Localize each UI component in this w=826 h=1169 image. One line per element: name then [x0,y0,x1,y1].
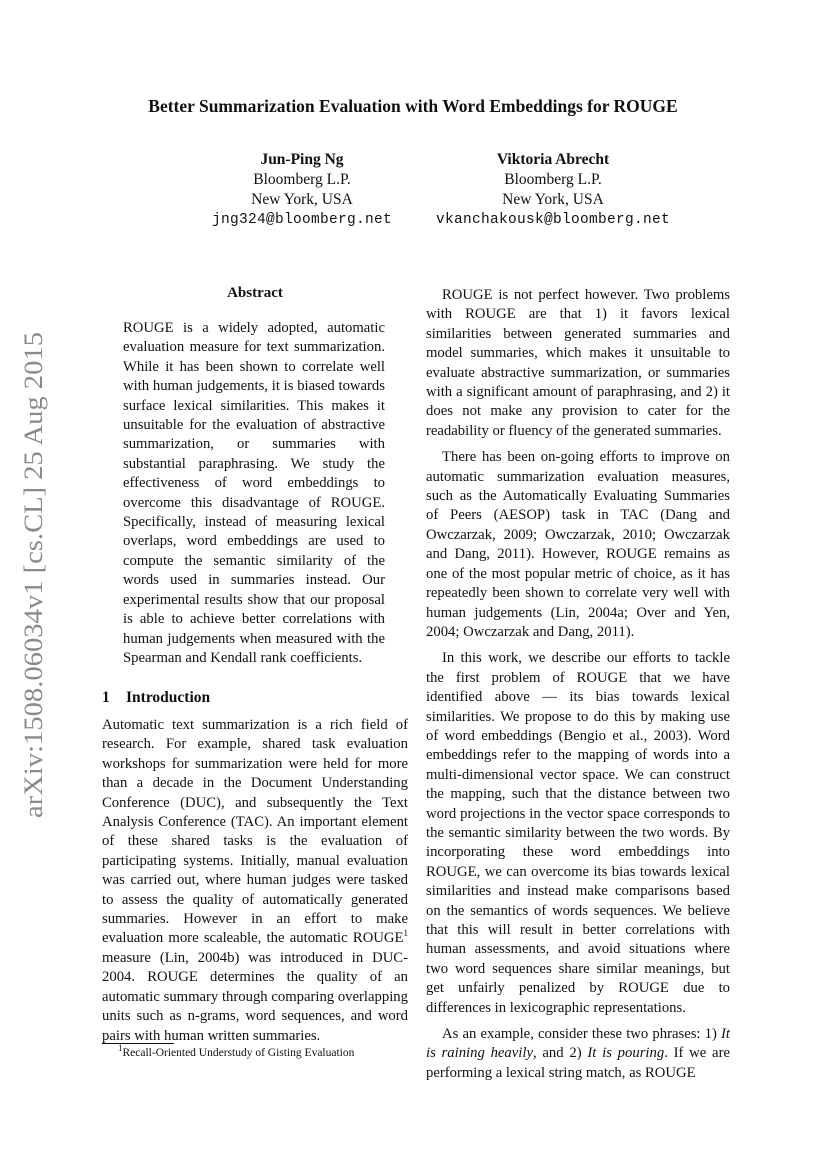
arxiv-stamp-text: arXiv:1508.06034v1 [cs.CL] 25 Aug 2015 [19,376,48,818]
body-paragraph: ROUGE is not perfect however. Two problems with ROUGE are that 1) it favors lexical similarities between generated summaries and model summaries, which makes it unsuitable to evaluate abstractive summarization, or summaries with a significant amount of paraphrasing, and 2) it does not make any provision to cater for the readability or fluency of the generated summaries. [426,287,730,439]
footnote-number: 1 [118,1043,123,1054]
right-column [426,286,730,1090]
author-name: Jun-Ping Ng [260,151,344,168]
author-name: Viktoria Abrecht [496,151,610,168]
author-email: jng324@bloomberg.net [211,212,393,228]
footnote-rule [102,1043,174,1044]
author-affiliation: Bloomberg L.P. [504,171,602,188]
author-location: New York, USA [502,191,604,208]
arxiv-stamp [6,330,54,820]
text-run: As an example, consider these two phrases: 1) [442,1026,722,1043]
section-heading [102,689,210,707]
text-run: , and 2) [532,1045,588,1062]
example-phrase-2: It is pouring [587,1045,665,1062]
footnote-text: Recall-Oriented Understudy of Gisting Evaluation [122,1047,355,1059]
author-block-2 [403,150,703,230]
abstract-heading: Abstract [227,285,283,301]
abstract-text: ROUGE is a widely adopted, automatic evaluation measure for text summarization. While it has been shown to correlate well with human judgements, it is biased towards surface lexical similarities. This makes it unsuitable for the evaluation of abstractive summarization, or summaries with substantial paraphrasing. We study the effectiveness of word embeddings to overcome this disadvantage of ROUGE. Specifically, instead of measuring lexical overlaps, word embeddings are used to compute the semantic similarity of the words used in summaries instead. Our experimental results show that our proposal is able to achieve better correlations with human judgements when measured with the Spearman and Kendall rank coefficients. [123,320,385,666]
body-paragraph: In this work, we describe our efforts to tackle the first problem of ROUGE that we have identified above — its bias towards lexical similarities. We propose to do this by making use of word embeddings (Bengio et al., 2003). Word embeddings refer to the mapping of words into a multi-dimensional vector space. We can construct the mapping, such that the distance between two word projections in the vector space corresponds to the semantic similarity between the two words. By incorporating these word embeddings into ROUGE, we can overcome its bias towards lexical similarities and instead make comparisons based on the semantics of words sequences. We believe that this will result in better correlations with human assessments, and avoid situations where two word sequences share similar meanings, but get unfairly penalized by ROUGE due to differences in lexicographic representations. [426,650,730,1016]
section-title: Introduction [126,689,211,706]
body-paragraph [426,1025,730,1083]
author-email: vkanchakousk@bloomberg.net [435,212,671,228]
intro-text-part2: measure (Lin, 2004b) was introduced in DUC-2004. ROUGE determines the quality of an automatic summary through comparing overlapping units such as n-grams, word sequences, and word pairs with human written summaries. [102,949,408,1044]
author-location: New York, USA [251,191,353,208]
footnote [118,1043,355,1059]
example-phrase-1: It is raining heavily [426,1026,730,1062]
text-run: . If we are performing a lexical string match, as ROUGE [426,1045,730,1081]
intro-text-part1: Automatic text summarization is a rich field of research. For example, shared task evaluation workshops for summarization were held for more than a decade in the Document Understanding Conference (DUC), and subsequently the Text Analysis Conference (TAC). An important element of these shared tasks is the evaluation of participating systems. Initially, manual evaluation was carried out, where human judges were tasked to assess the quality of automatically generated summaries. However in an effort to make evaluation more scaleable, the automatic ROUGE [102,717,408,947]
footnote-marker: 1 [403,928,408,939]
intro-paragraph [102,716,408,1046]
body-paragraph: There has been on-going efforts to improve on automatic summarization evaluation measures, such as the Automatically Evaluating Summaries of Peers (AESOP) task in TAC (Dang and Owczarzak, 2009; Owczarzak, 2010; Owczarzak and Dang, 2011). However, ROUGE remains as one of the most popular metric of choice, as it has repeatedly been shown to correlate very well with human judgements (Lin, 2004a; Over and Yen, 2004; Owczarzak and Dang, 2011). [426,449,730,640]
paper-title: Better Summarization Evaluation with Word Embeddings for ROUGE [148,96,678,116]
author-affiliation: Bloomberg L.P. [253,171,351,188]
section-number: 1 [102,689,110,706]
